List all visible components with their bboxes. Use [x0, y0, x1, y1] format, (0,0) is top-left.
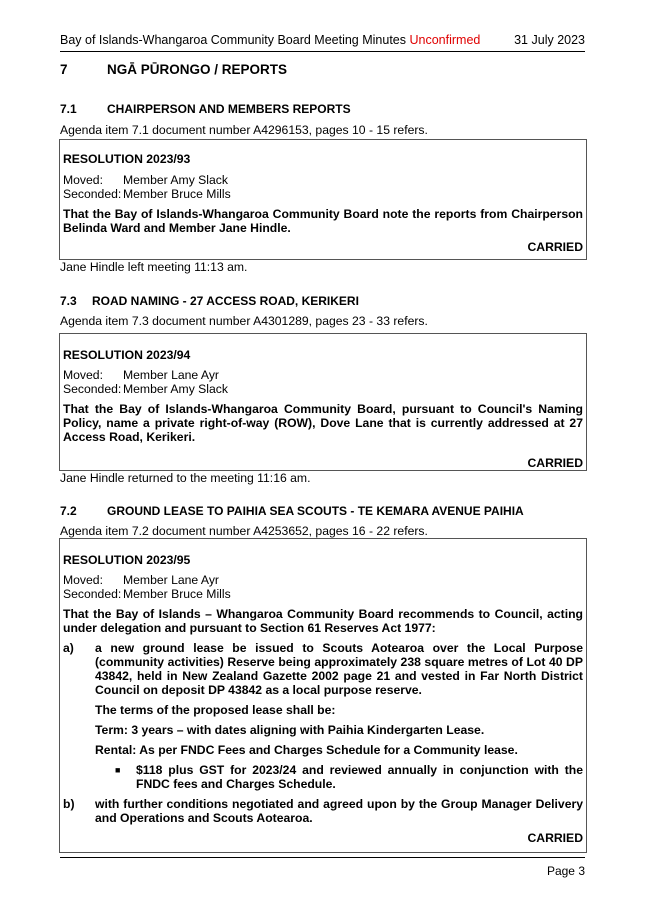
lease-term: Term: 3 years – with dates aligning with Paihia Kindergarten Lease.	[95, 723, 485, 737]
moved-label: Moved:	[63, 368, 103, 382]
seconded-label: Seconded:	[63, 187, 122, 201]
resolution-outcome: CARRIED	[527, 456, 583, 470]
moved-by: Member Lane Ayr	[123, 573, 219, 587]
list-marker: b)	[63, 797, 75, 811]
bullet-text: $118 plus GST for 2023/24 and reviewed annually in conjunction with the FNDC fees and Charges Schedule.	[136, 763, 583, 791]
meeting-note: Jane Hindle left meeting 11:13 am.	[60, 260, 248, 274]
header-title-line	[60, 33, 480, 47]
item-title: ROAD NAMING - 27 ACCESS ROAD, KERIKERI	[92, 294, 359, 308]
page-header	[60, 31, 585, 52]
moved-line	[63, 173, 228, 187]
agenda-reference: Agenda item 7.1 document number A4296153, pages 10 - 15 refers.	[60, 123, 428, 137]
seconded-line	[63, 587, 231, 601]
section-number: 7	[60, 62, 68, 77]
moved-line	[63, 368, 219, 382]
page-number: Page 3	[546, 864, 585, 878]
moved-line	[63, 573, 219, 587]
lease-rental: Rental: As per FNDC Fees and Charges Schedule for a Community lease.	[95, 743, 518, 757]
section-heading	[60, 63, 287, 77]
list-item-text: a new ground lease be issued to Scouts Aotearoa over the Local Purpose (community activities) Reserve being approximately 238 square metres of Lot 40 DP 43842, held in New Zealand Gazette 2002 page 21 and vested in Far North District Council on deposit DP 43842 as a local purpose reserve.	[95, 641, 583, 697]
rental-bullet	[115, 763, 583, 793]
resolution-title: RESOLUTION 2023/94	[63, 348, 191, 362]
item-number: 7.1	[60, 102, 77, 116]
resolution-box	[59, 538, 587, 853]
moved-by: Member Lane Ayr	[123, 368, 219, 382]
resolution-outcome: CARRIED	[527, 240, 583, 254]
seconded-label: Seconded:	[63, 587, 122, 601]
resolution-list-item	[63, 797, 583, 827]
resolution-list-item	[63, 641, 583, 701]
seconded-label: Seconded:	[63, 382, 122, 396]
resolution-title: RESOLUTION 2023/93	[63, 152, 191, 166]
seconded-line	[63, 382, 228, 396]
meeting-note: Jane Hindle returned to the meeting 11:16 am.	[60, 471, 311, 485]
page-footer	[60, 857, 585, 878]
agenda-reference: Agenda item 7.3 document number A4301289, pages 23 - 33 refers.	[60, 314, 428, 328]
bullet-icon: ■	[115, 765, 121, 775]
agenda-reference: Agenda item 7.2 document number A4253652, pages 16 - 22 refers.	[60, 524, 428, 538]
moved-label: Moved:	[63, 173, 103, 187]
resolution-box	[59, 139, 587, 260]
seconded-by: Member Amy Slack	[123, 382, 228, 396]
item-heading	[60, 504, 524, 518]
item-number: 7.2	[60, 504, 77, 518]
lease-terms-intro: The terms of the proposed lease shall be:	[95, 703, 336, 717]
list-marker: a)	[63, 641, 74, 655]
moved-by: Member Amy Slack	[123, 173, 228, 187]
resolution-text: That the Bay of Islands-Whangaroa Community Board, pursuant to Council's Naming Policy, name a private right-of-way (ROW), Dove Lane that is currently addressed at 27 Access Road, Kerikeri.	[63, 402, 583, 444]
resolution-text: That the Bay of Islands – Whangaroa Community Board recommends to Council, acting under delegation and pursuant to Section 61 Reserves Act 1977:	[63, 607, 583, 635]
item-title: GROUND LEASE TO PAIHIA SEA SCOUTS - TE KEMARA AVENUE PAIHIA	[107, 504, 524, 518]
item-heading	[60, 102, 351, 116]
resolution-title: RESOLUTION 2023/95	[63, 553, 191, 567]
resolution-outcome: CARRIED	[527, 831, 583, 845]
resolution-text: That the Bay of Islands-Whangaroa Community Board note the reports from Chairperson Belinda Ward and Member Jane Hindle.	[63, 207, 583, 235]
resolution-box	[59, 333, 587, 471]
item-title: CHAIRPERSON AND MEMBERS REPORTS	[107, 102, 351, 116]
header-date: 31 July 2023	[514, 33, 585, 47]
seconded-by: Member Bruce Mills	[123, 187, 231, 201]
item-number: 7.3	[60, 294, 77, 308]
header-title: Bay of Islands-Whangaroa Community Board Meeting Minutes	[60, 33, 406, 47]
seconded-line	[63, 187, 231, 201]
moved-label: Moved:	[63, 573, 103, 587]
item-heading	[60, 294, 359, 308]
seconded-by: Member Bruce Mills	[123, 587, 231, 601]
section-title: NGĀ PŪRONGO / REPORTS	[107, 62, 288, 77]
list-item-text: with further conditions negotiated and agreed upon by the Group Manager Delivery and Operations and Scouts Aotearoa.	[95, 797, 583, 825]
header-status: Unconfirmed	[409, 33, 481, 47]
